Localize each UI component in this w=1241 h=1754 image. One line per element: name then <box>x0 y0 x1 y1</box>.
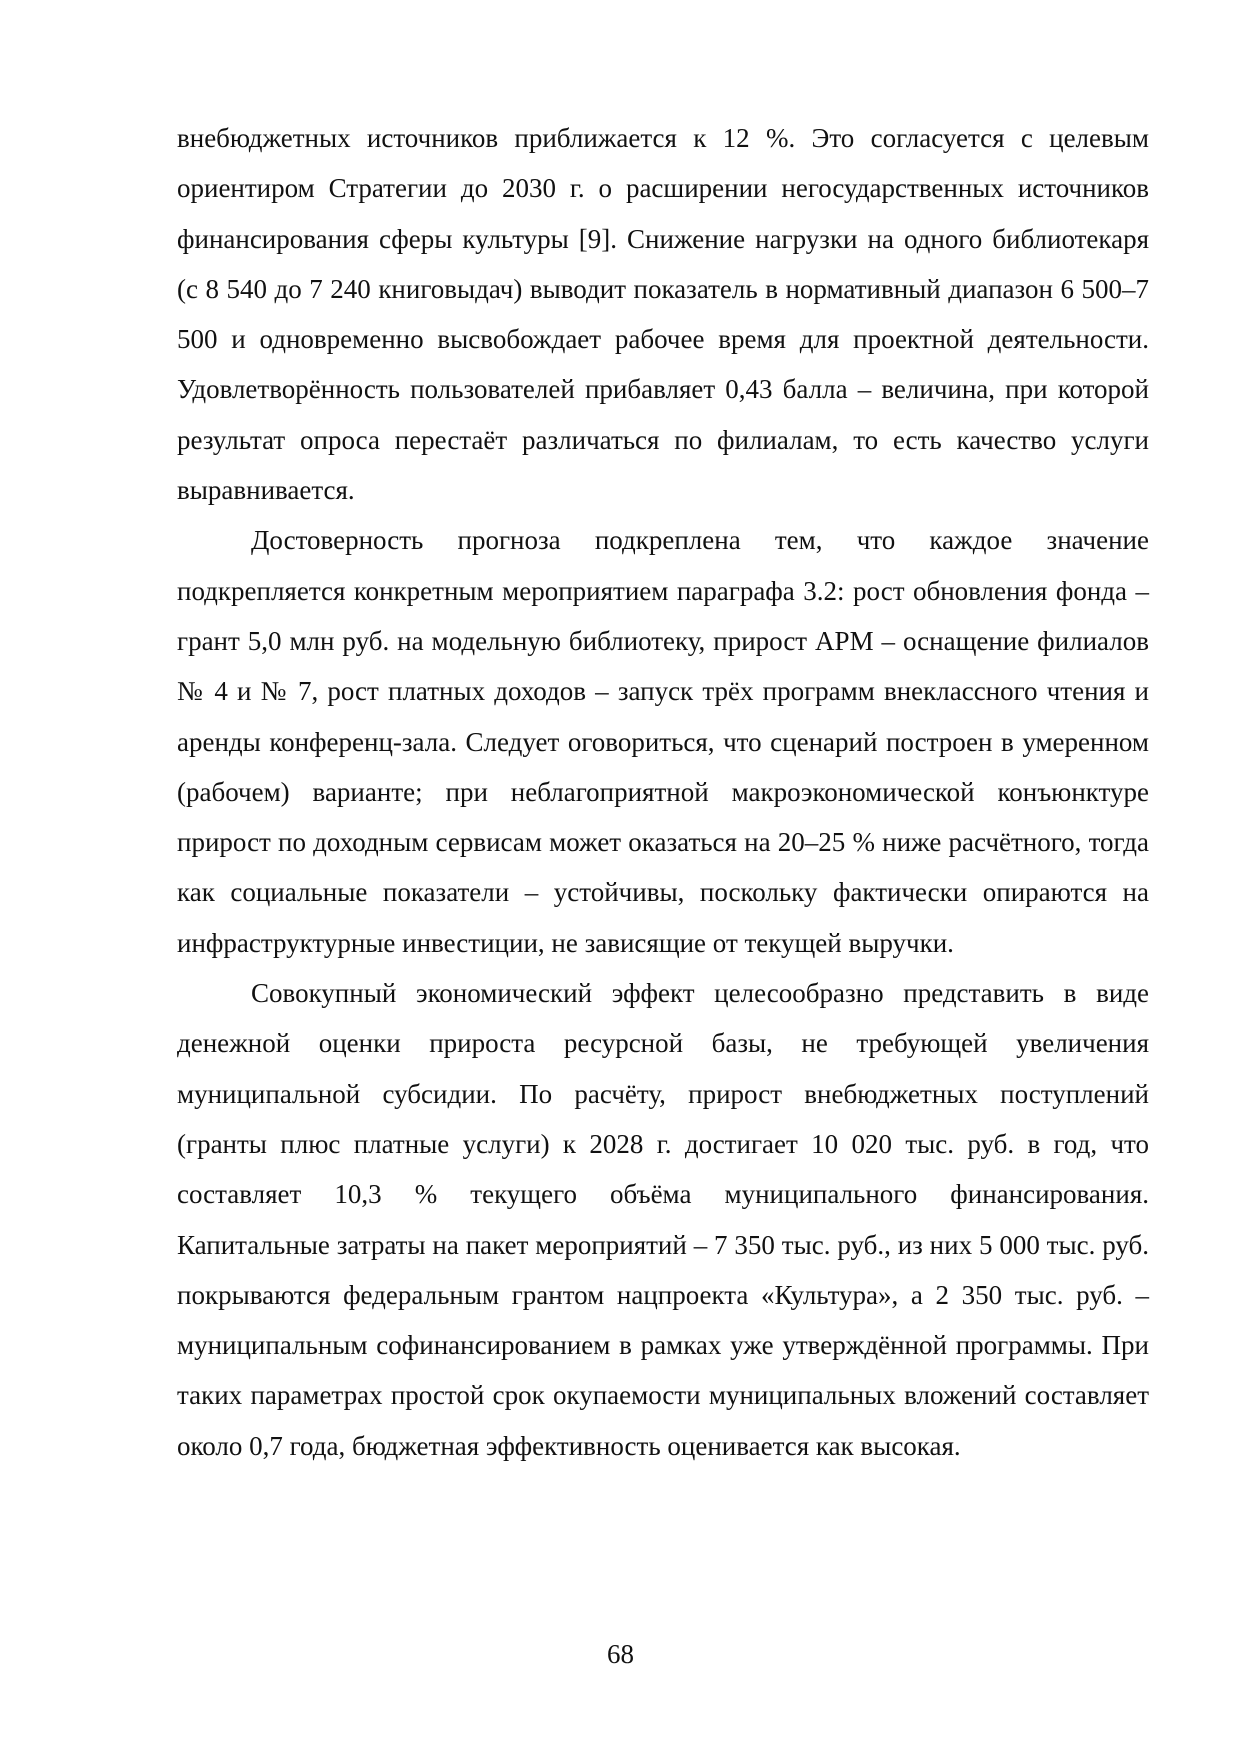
body-text <box>177 113 1149 1471</box>
page-number: 68 <box>607 1639 634 1669</box>
paragraph-forecast-reliability: Достоверность прогноза подкреплена тем, что каждое значение подкрепляется конкретным мероприятием параграфа 3.2: рост обновления фонда – грант 5,0 млн руб. на модельную библиотеку, прирост АРМ – оснащение филиалов № 4 и № 7, рост платных доходов – запуск трёх программ внеклассного чтения и аренды конференц-зала. Следует оговориться, что сценарий построен в умеренном (рабочем) варианте; при неблагоприятной макроэкономической конъюнктуре прирост по доходным сервисам может оказаться на 20–25 % ниже расчётного, тогда как социальные показатели – устойчивы, поскольку фактически опираются на инфраструктурные инвестиции, не зависящие от текущей выручки. <box>177 525 1149 958</box>
paragraph-continuation: внебюджетных источников приближается к 12 %. Это согласуется с целевым ориентиром Стратегии до 2030 г. о расширении негосударственных источников финансирования сферы культуры [9]. Снижение нагрузки на одного библиотекаря (с 8 540 до 7 240 книговыдач) выводит показатель в нормативный диапазон 6 500–7 500 и одновременно высвобождает рабочее время для проектной деятельности. Удовлетворённость пользователей прибавляет 0,43 балла – величина, при которой результат опроса перестаёт различаться по филиалам, то есть качество услуги выравнивается. <box>177 123 1149 506</box>
paragraph-economic-effect: Совокупный экономический эффект целесообразно представить в виде денежной оценки прироста ресурсной базы, не требующей увеличения муниципальной субсидии. По расчёту, прирост внебюджетных поступлений (гранты плюс платные услуги) к 2028 г. достигает 10 020 тыс. руб. в год, что составляет 10,3 % текущего объёма муниципального финансирования. Капитальные затраты на пакет мероприятий – 7 350 тыс. руб., из них 5 000 тыс. руб. покрываются федеральным грантом нацпроекта «Культура», а 2 350 тыс. руб. – муниципальным софинансированием в рамках уже утверждённой программы. При таких параметрах простой срок окупаемости муниципальных вложений составляет около 0,7 года, бюджетная эффективность оценивается как высокая. <box>177 978 1149 1461</box>
